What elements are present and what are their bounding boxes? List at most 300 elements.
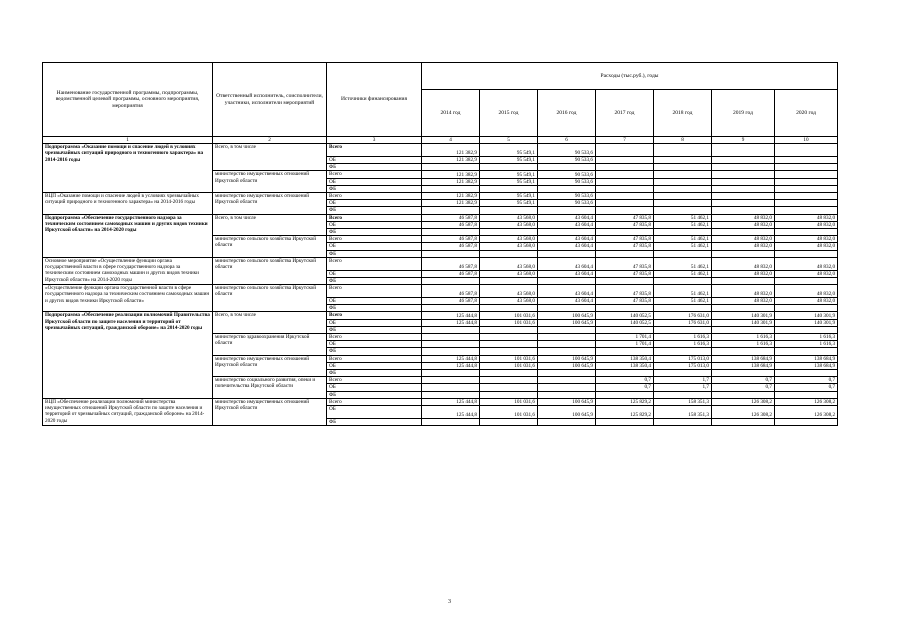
amount-cell	[596, 171, 654, 178]
amount-cell	[480, 326, 538, 333]
executor-cell: Всего, в том числе	[213, 214, 327, 236]
amount-cell: 126 308,2	[712, 405, 775, 418]
amount-cell: 1,7	[654, 377, 712, 384]
amount-cell	[775, 369, 838, 376]
amount-cell: 47 835,8	[596, 257, 654, 270]
amount-cell	[538, 305, 596, 312]
amount-cell: 1,7	[654, 384, 712, 391]
amount-cell: 95 549,1	[480, 200, 538, 207]
amount-cell	[480, 348, 538, 355]
funding-source-cell: Всего	[327, 312, 422, 319]
amount-cell: 0,7	[712, 377, 775, 384]
amount-cell: 51 462,1	[654, 285, 712, 298]
executor-cell: министерство сельского хозяйства Иркутской области	[213, 257, 327, 284]
amount-cell	[654, 157, 712, 164]
amount-cell: 101 031,6	[480, 355, 538, 362]
funding-source-cell: ОБ	[327, 243, 422, 250]
amount-cell: 95 549,1	[480, 144, 538, 157]
amount-cell	[775, 250, 838, 257]
column-index: 7	[596, 137, 654, 144]
amount-cell: 125 444,8	[422, 312, 480, 319]
amount-cell: 43 604,4	[538, 298, 596, 305]
amount-cell	[775, 157, 838, 164]
amount-cell: 90 533,6	[538, 144, 596, 157]
column-index-row	[43, 137, 838, 144]
amount-cell: 176 631,0	[654, 319, 712, 326]
amount-cell: 0,7	[596, 384, 654, 391]
amount-cell	[596, 207, 654, 214]
amount-cell	[654, 164, 712, 171]
amount-cell	[654, 250, 712, 257]
amount-cell	[775, 228, 838, 235]
funding-source-cell: ОБ	[327, 384, 422, 391]
table-row	[43, 193, 838, 200]
amount-cell	[596, 305, 654, 312]
page-number: 3	[448, 599, 451, 605]
amount-cell: 43 568,0	[480, 285, 538, 298]
amount-cell: 125 444,8	[422, 405, 480, 418]
amount-cell	[775, 305, 838, 312]
amount-cell: 176 631,0	[654, 312, 712, 319]
funding-source-cell: ФБ	[327, 228, 422, 235]
amount-cell	[654, 418, 712, 425]
amount-cell: 51 462,1	[654, 243, 712, 250]
column-index: 8	[654, 137, 712, 144]
amount-cell	[538, 418, 596, 425]
column-index: 9	[712, 137, 775, 144]
amount-cell	[596, 326, 654, 333]
amount-cell	[775, 185, 838, 192]
amount-cell	[422, 341, 480, 348]
column-index: 6	[538, 137, 596, 144]
amount-cell	[596, 277, 654, 284]
amount-cell	[775, 418, 838, 425]
amount-cell	[712, 144, 775, 157]
program-name-cell: Подпрограмма «Обеспечение государственного надзора за техническим состоянием самоходных машин и других видов техники Иркутской области» на 2014-2020 годы	[43, 214, 213, 257]
header-name: Наименование государственной программы, подпрограммы, ведомственной целевой программы, основного мероприятия, мероприятия	[43, 63, 213, 137]
amount-cell: 48 832,0	[775, 257, 838, 270]
amount-cell: 138 350,4	[596, 355, 654, 362]
amount-cell	[596, 250, 654, 257]
amount-cell: 90 533,6	[538, 171, 596, 178]
amount-cell: 43 604,4	[538, 214, 596, 221]
executor-cell: министерство здравоохранения Иркутской области	[213, 334, 327, 356]
amount-cell: 48 832,0	[775, 243, 838, 250]
amount-cell: 140 301,9	[775, 312, 838, 319]
amount-cell: 126 308,2	[775, 405, 838, 418]
amount-cell: 43 604,4	[538, 285, 596, 298]
column-index: 2	[213, 137, 327, 144]
amount-cell	[712, 200, 775, 207]
amount-cell: 48 832,0	[712, 243, 775, 250]
table-row	[43, 285, 838, 298]
amount-cell: 100 645,9	[538, 398, 596, 405]
funding-source-cell: ФБ	[327, 164, 422, 171]
amount-cell: 1 701,4	[596, 334, 654, 341]
header-year: 2020 год	[775, 90, 838, 137]
amount-cell	[775, 144, 838, 157]
amount-cell: 90 533,6	[538, 200, 596, 207]
amount-cell: 48 832,0	[712, 270, 775, 277]
amount-cell: 1 616,3	[775, 334, 838, 341]
amount-cell	[654, 348, 712, 355]
amount-cell	[712, 277, 775, 284]
amount-cell: 48 832,0	[775, 221, 838, 228]
amount-cell: 100 645,9	[538, 405, 596, 418]
amount-cell: 90 533,6	[538, 157, 596, 164]
program-name-cell: ВЦП «Оказание помощи и спасение людей в условиях чрезвычайных ситуаций природного и техногенного характера» на 2014-2016 годы	[43, 193, 213, 215]
amount-cell: 90 533,6	[538, 193, 596, 200]
amount-cell: 0,7	[775, 377, 838, 384]
amount-cell: 125 444,8	[422, 398, 480, 405]
funding-source-cell: ОБ	[327, 362, 422, 369]
amount-cell	[596, 178, 654, 185]
amount-cell: 125 444,8	[422, 355, 480, 362]
amount-cell: 100 645,9	[538, 355, 596, 362]
amount-cell	[422, 228, 480, 235]
amount-cell	[422, 250, 480, 257]
program-name-cell: Основное мероприятие «Осуществление функции органа государственной власти в сфере государственного надзора за техническим состоянием самоходных машин и других видов техники Иркутской области» на 2014-2020 годы	[43, 257, 213, 284]
funding-source-cell: ОБ	[327, 405, 422, 418]
funding-source-cell: ФБ	[327, 305, 422, 312]
funding-source-cell: Всего	[327, 171, 422, 178]
column-index: 1	[43, 137, 213, 144]
amount-cell: 47 835,8	[596, 214, 654, 221]
amount-cell	[422, 334, 480, 341]
amount-cell: 43 568,0	[480, 214, 538, 221]
amount-cell	[712, 250, 775, 257]
amount-cell: 121 382,9	[422, 193, 480, 200]
amount-cell	[596, 391, 654, 398]
amount-cell	[712, 305, 775, 312]
amount-cell: 46 587,8	[422, 221, 480, 228]
amount-cell	[538, 228, 596, 235]
budget-table-sheet	[42, 62, 837, 426]
executor-cell: Всего, в том числе	[213, 312, 327, 334]
amount-cell	[712, 171, 775, 178]
amount-cell: 1 616,3	[654, 334, 712, 341]
amount-cell	[538, 277, 596, 284]
amount-cell	[480, 164, 538, 171]
amount-cell	[538, 341, 596, 348]
amount-cell	[480, 305, 538, 312]
amount-cell	[775, 391, 838, 398]
amount-cell	[654, 193, 712, 200]
amount-cell: 95 549,1	[480, 171, 538, 178]
amount-cell: 1 616,3	[775, 341, 838, 348]
amount-cell	[712, 157, 775, 164]
amount-cell: 43 568,0	[480, 243, 538, 250]
amount-cell: 125 829,2	[596, 405, 654, 418]
amount-cell: 43 568,0	[480, 257, 538, 270]
amount-cell	[775, 193, 838, 200]
amount-cell: 158 351,3	[654, 398, 712, 405]
funding-source-cell: ОБ	[327, 221, 422, 228]
executor-cell: министерство имущественных отношений Иркутской области	[213, 171, 327, 193]
amount-cell: 46 587,8	[422, 285, 480, 298]
amount-cell: 125 444,8	[422, 319, 480, 326]
amount-cell: 175 013,0	[654, 355, 712, 362]
amount-cell	[422, 164, 480, 171]
amount-cell: 101 031,6	[480, 362, 538, 369]
amount-cell: 138 684,9	[712, 362, 775, 369]
amount-cell	[775, 178, 838, 185]
funding-source-cell: ОБ	[327, 298, 422, 305]
funding-source-cell: ФБ	[327, 391, 422, 398]
amount-cell	[712, 207, 775, 214]
amount-cell: 90 533,6	[538, 178, 596, 185]
funding-source-cell: Всего	[327, 193, 422, 200]
amount-cell	[775, 348, 838, 355]
amount-cell: 47 835,8	[596, 270, 654, 277]
amount-cell: 140 052,5	[596, 319, 654, 326]
amount-cell	[712, 348, 775, 355]
amount-cell: 138 350,4	[596, 362, 654, 369]
amount-cell: 43 604,4	[538, 221, 596, 228]
executor-cell: министерство сельского хозяйства Иркутской области	[213, 236, 327, 258]
amount-cell	[654, 391, 712, 398]
amount-cell	[712, 228, 775, 235]
amount-cell	[480, 185, 538, 192]
funding-source-cell: Всего	[327, 214, 422, 221]
amount-cell	[596, 185, 654, 192]
amount-cell: 48 832,0	[775, 285, 838, 298]
table-row	[43, 312, 838, 319]
amount-cell: 43 568,0	[480, 236, 538, 243]
amount-cell	[596, 369, 654, 376]
amount-cell	[480, 228, 538, 235]
amount-cell	[654, 207, 712, 214]
amount-cell	[422, 326, 480, 333]
amount-cell	[775, 326, 838, 333]
amount-cell	[538, 326, 596, 333]
amount-cell: 43 568,0	[480, 221, 538, 228]
amount-cell: 1 616,3	[712, 341, 775, 348]
amount-cell	[654, 305, 712, 312]
header-expenses: Расходы (тыс.руб.), годы	[422, 63, 838, 90]
funding-source-cell: ФБ	[327, 326, 422, 333]
program-name-cell: ВЦП «Обеспечение реализации полномочий министерства имущественных отношений Иркутской области по защите населения и территорий от чрезвычайных ситуаций, гражданской обороне» на 2014-2020 годы	[43, 398, 213, 425]
amount-cell: 48 832,0	[775, 270, 838, 277]
amount-cell	[480, 377, 538, 384]
amount-cell	[422, 377, 480, 384]
amount-cell	[596, 164, 654, 171]
amount-cell	[480, 418, 538, 425]
amount-cell: 101 031,6	[480, 319, 538, 326]
amount-cell: 121 382,9	[422, 171, 480, 178]
amount-cell: 47 835,8	[596, 285, 654, 298]
amount-cell	[712, 185, 775, 192]
amount-cell: 48 832,0	[712, 221, 775, 228]
amount-cell	[775, 277, 838, 284]
funding-source-cell: ОБ	[327, 341, 422, 348]
amount-cell: 140 301,9	[775, 319, 838, 326]
header-year: 2017 год	[596, 90, 654, 137]
amount-cell	[480, 250, 538, 257]
amount-cell	[538, 377, 596, 384]
amount-cell	[422, 384, 480, 391]
amount-cell: 48 832,0	[775, 236, 838, 243]
program-name-cell: Подпрограмма «Оказание помощи и спасение людей в условиях чрезвычайных ситуаций природного и техногенного характера» на 2014-2016 годы	[43, 144, 213, 193]
amount-cell: 46 587,8	[422, 243, 480, 250]
amount-cell	[538, 207, 596, 214]
amount-cell: 43 604,4	[538, 270, 596, 277]
executor-cell: Всего, в том числе	[213, 144, 327, 171]
amount-cell: 121 382,9	[422, 157, 480, 164]
header-year: 2019 год	[712, 90, 775, 137]
funding-source-cell: ОБ	[327, 178, 422, 185]
amount-cell: 140 301,9	[712, 312, 775, 319]
funding-source-cell: Всего	[327, 355, 422, 362]
amount-cell	[422, 185, 480, 192]
amount-cell	[775, 200, 838, 207]
funding-source-cell: ФБ	[327, 185, 422, 192]
executor-cell: министерство имущественных отношений Иркутской области	[213, 398, 327, 425]
amount-cell	[422, 391, 480, 398]
amount-cell	[422, 305, 480, 312]
amount-cell: 138 684,9	[775, 362, 838, 369]
executor-cell: министерство имущественных отношений Иркутской области	[213, 193, 327, 215]
amount-cell: 51 462,1	[654, 270, 712, 277]
amount-cell	[538, 164, 596, 171]
amount-cell: 158 351,3	[654, 405, 712, 418]
amount-cell	[480, 391, 538, 398]
amount-cell	[538, 369, 596, 376]
amount-cell	[538, 348, 596, 355]
amount-cell: 95 549,1	[480, 193, 538, 200]
amount-cell: 48 832,0	[712, 285, 775, 298]
column-index: 4	[422, 137, 480, 144]
header-source: Источники финансирования	[327, 63, 422, 137]
funding-source-cell: ФБ	[327, 369, 422, 376]
amount-cell	[422, 369, 480, 376]
amount-cell	[480, 277, 538, 284]
amount-cell: 1 701,4	[596, 341, 654, 348]
amount-cell: 121 382,9	[422, 200, 480, 207]
amount-cell: 126 308,2	[775, 398, 838, 405]
amount-cell: 46 587,8	[422, 270, 480, 277]
amount-cell	[538, 391, 596, 398]
amount-cell	[538, 334, 596, 341]
amount-cell: 1 616,3	[654, 341, 712, 348]
amount-cell	[712, 418, 775, 425]
amount-cell	[480, 207, 538, 214]
amount-cell	[422, 418, 480, 425]
amount-cell	[775, 171, 838, 178]
funding-source-cell: ОБ	[327, 157, 422, 164]
amount-cell: 140 301,9	[712, 319, 775, 326]
amount-cell	[712, 391, 775, 398]
funding-source-cell: ФБ	[327, 418, 422, 425]
amount-cell: 48 832,0	[712, 214, 775, 221]
amount-cell: 43 604,4	[538, 236, 596, 243]
funding-source-cell: Всего	[327, 398, 422, 405]
amount-cell	[654, 185, 712, 192]
amount-cell: 48 832,0	[712, 257, 775, 270]
amount-cell: 175 013,0	[654, 362, 712, 369]
amount-cell: 100 645,9	[538, 319, 596, 326]
table-row	[43, 398, 838, 405]
amount-cell: 0,7	[596, 377, 654, 384]
amount-cell: 140 052,5	[596, 312, 654, 319]
amount-cell	[480, 341, 538, 348]
funding-source-cell: Всего	[327, 285, 422, 298]
funding-source-cell: ОБ	[327, 270, 422, 277]
funding-source-cell: ФБ	[327, 277, 422, 284]
amount-cell: 0,7	[775, 384, 838, 391]
amount-cell: 47 835,8	[596, 243, 654, 250]
amount-cell	[654, 369, 712, 376]
amount-cell: 138 684,9	[775, 355, 838, 362]
amount-cell: 46 587,8	[422, 298, 480, 305]
column-index: 5	[480, 137, 538, 144]
amount-cell: 48 832,0	[775, 214, 838, 221]
amount-cell	[596, 193, 654, 200]
column-index: 3	[327, 137, 422, 144]
amount-cell: 51 462,1	[654, 298, 712, 305]
funding-source-cell: Всего	[327, 334, 422, 341]
header-executor: Ответственный исполнитель, соисполнители, участники, исполнители мероприятий	[213, 63, 327, 137]
amount-cell: 121 382,9	[422, 178, 480, 185]
amount-cell: 43 568,0	[480, 298, 538, 305]
amount-cell: 48 832,0	[775, 298, 838, 305]
amount-cell	[654, 200, 712, 207]
amount-cell: 0,7	[712, 384, 775, 391]
amount-cell: 125 444,8	[422, 362, 480, 369]
amount-cell: 47 835,8	[596, 298, 654, 305]
amount-cell	[712, 193, 775, 200]
funding-source-cell: ФБ	[327, 348, 422, 355]
amount-cell	[654, 144, 712, 157]
amount-cell: 51 462,1	[654, 257, 712, 270]
amount-cell: 138 684,9	[712, 355, 775, 362]
amount-cell: 125 829,2	[596, 398, 654, 405]
amount-cell	[596, 348, 654, 355]
amount-cell	[596, 228, 654, 235]
amount-cell	[654, 228, 712, 235]
funding-source-cell: Всего	[327, 257, 422, 270]
amount-cell: 51 462,1	[654, 214, 712, 221]
amount-cell: 51 462,1	[654, 236, 712, 243]
amount-cell	[422, 348, 480, 355]
amount-cell: 101 031,6	[480, 312, 538, 319]
amount-cell	[480, 334, 538, 341]
amount-cell	[596, 418, 654, 425]
amount-cell: 101 031,6	[480, 398, 538, 405]
amount-cell	[538, 384, 596, 391]
header-year: 2015 год	[480, 90, 538, 137]
amount-cell: 48 832,0	[712, 298, 775, 305]
amount-cell: 46 587,8	[422, 257, 480, 270]
executor-cell: министерство имущественных отношений Иркутской области	[213, 355, 327, 377]
amount-cell: 101 031,6	[480, 405, 538, 418]
table-row	[43, 214, 838, 221]
amount-cell: 100 645,9	[538, 312, 596, 319]
header-row-1	[43, 63, 838, 90]
program-name-cell: «Осуществление функции органа государственной власти в сфере государственного надзора за техническим состоянием самоходных машин и других видов техники Иркутской области»	[43, 285, 213, 312]
amount-cell: 47 835,8	[596, 236, 654, 243]
amount-cell	[654, 277, 712, 284]
amount-cell	[422, 277, 480, 284]
amount-cell	[596, 157, 654, 164]
amount-cell	[538, 185, 596, 192]
amount-cell: 46 587,8	[422, 214, 480, 221]
amount-cell: 46 587,8	[422, 236, 480, 243]
amount-cell: 126 308,2	[712, 398, 775, 405]
amount-cell	[480, 384, 538, 391]
funding-source-cell: ОБ	[327, 319, 422, 326]
header-year: 2014 год	[422, 90, 480, 137]
